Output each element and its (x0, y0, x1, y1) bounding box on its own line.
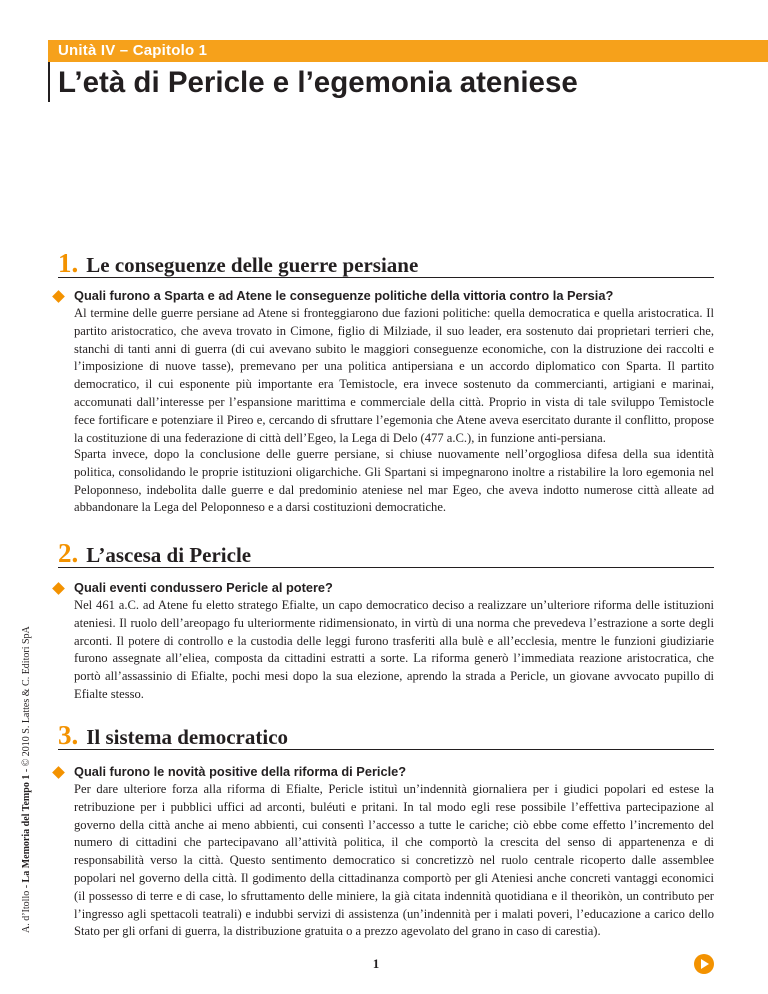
section-heading (58, 540, 714, 568)
page-number: 1 (372, 956, 380, 971)
credit-book: La Memoria del Tempo 1 (21, 774, 32, 883)
section-question: Quali eventi condussero Pericle al potere? (74, 580, 333, 595)
section-heading (58, 722, 714, 750)
section-title: Le conseguenze delle guerre persiane (86, 253, 419, 277)
credit-author: A. d’Itollo - (21, 882, 32, 933)
side-credit (21, 626, 32, 933)
section-title: L’ascesa di Pericle (86, 543, 252, 567)
body-paragraph: Nel 461 a.C. ad Atene fu eletto stratego Efialte, un capo democratico deciso a realizzare un’ulteriore riforma delle istituzioni ateniesi. Il ruolo dell’areopago fu ulteriormente ridimensionato, in virtù di una norma che prevedeva l’estrazione a sorte degli arconti. Il potere di controllo e la custodia delle leggi furono trasferiti alla bulè e all’ecclesia, mentre le funzioni giudiziarie furono assegnate all’eliea, composta da cittadini estratti a sorte. La riforma generò l’immediata reazione aristocratica, che portò all’assassinio di Efialte, pochi mesi dopo la sua elezione, aprendo la strada a Pericle, un giovane avvocato pupillo di Efialte stesso. (74, 598, 714, 701)
section-question: Quali furono a Sparta e ad Atene le conseguenze politiche della vittoria contro la Persia? (74, 288, 614, 303)
section-number: 2. (58, 538, 79, 568)
body-paragraph: Per dare ulteriore forza alla riforma di Efialte, Pericle istituì un’indennità giornaliera per i giudici popolari ed estese la retribuzione per i pubblici uffici ad arconti, buléuti e pritani. In tal modo egli rese possibile l’effettiva partecipazione al governo della città anche ai meno abbienti, cui consentì l’accesso a tutte le cariche; ciò ebbe come effetto l’incremento del numero di cittadini che partecipavano all’attività politica, il che comportò la crescita del senso di appartenenza e di responsabilità verso la città. Questo sentimento democratico si concretizzò nel ruolo centrale ricoperto dalle assemblee popolari nel governo della città. Il godimento della cittadinanza comportò per gli Ateniesi anche concreti vantaggi economici (il possesso di terre e di case, lo sfruttamento delle miniere, la già citata indennità quotidiana e il theorikòn, un contributo per l’ingresso agli spettacoli teatrali) e indubbi servizi di assistenza (un’indennità per i malati poveri, l’educazione a carico dello Stato per gli orfani di guerra, la distribuzione gratuita o a prezzo agevolato del grano in caso di carestia). (74, 782, 714, 939)
body-paragraph: Al termine delle guerre persiane ad Atene si fronteggiarono due fazioni politiche: quella democratica e quella aristocratica. Il partito aristocratico, che aveva trovato in Cimone, figlio di Milziade, il suo leader, era sostenuto dai proprietari terrieri che, stanchi di tanti anni di guerra (di cui avevano subito le maggiori conseguenze economiche, con la distruzione dei raccolti e l’imposizione di nuove tasse), premevano per una politica antipersiana e un accordo diplomatico con Sparta. Il partito democratico, il cui esponente più importante era Temistocle, era invece sostenuto da commercianti, artigiani e marinai, accomunati dall’interesse per l’espansione marittima e commerciale della città. Proprio in vista di tale sviluppo Temistocle fece fortificare e potenziare il Pireo e, cercando di sfruttare l’egemonia che Atene aveva esercitato durante il conflitto, propose la costituzione di una federazione di città dell’Egeo, la Lega di Delo (477 a.C.), in funzione anti-persiana. (74, 306, 714, 445)
section-title: Il sistema democratico (86, 725, 289, 749)
title-rule (48, 62, 50, 102)
diamond-bullet-icon (52, 766, 65, 779)
body-paragraph: Sparta invece, dopo la conclusione delle guerre persiane, si chiuse nuovamente nell’orgogliosa difesa della sua identità politica, consolidando le proprie istituzioni oligarchiche. Gli Spartani si impegnarono inoltre a ristabilire la loro egemonia nel Peloponneso, indebolita dalle guerre e dal predominio ateniese nel mar Egeo, che aveva indotto numerose città alleate ad abbandonare la Lega del Peloponneso e a darsi costituzioni democratiche. (74, 447, 714, 515)
section-number: 1. (58, 248, 79, 278)
section-1 (58, 250, 714, 530)
unit-label: Unità IV – Capitolo 1 (58, 42, 208, 59)
page-title: L’età di Pericle e l’egemonia ateniese (58, 66, 578, 99)
credit-publisher: - © 2010 S. Lattes & C. Editori SpA (21, 626, 32, 775)
section-number: 3. (58, 720, 79, 750)
section-3 (58, 722, 714, 952)
section-2 (58, 540, 714, 710)
diamond-bullet-icon (52, 290, 65, 303)
section-heading (58, 250, 714, 278)
next-page-arrow-icon[interactable] (694, 954, 714, 974)
diamond-bullet-icon (52, 582, 65, 595)
section-question: Quali furono le novità positive della riforma di Pericle? (74, 764, 407, 779)
